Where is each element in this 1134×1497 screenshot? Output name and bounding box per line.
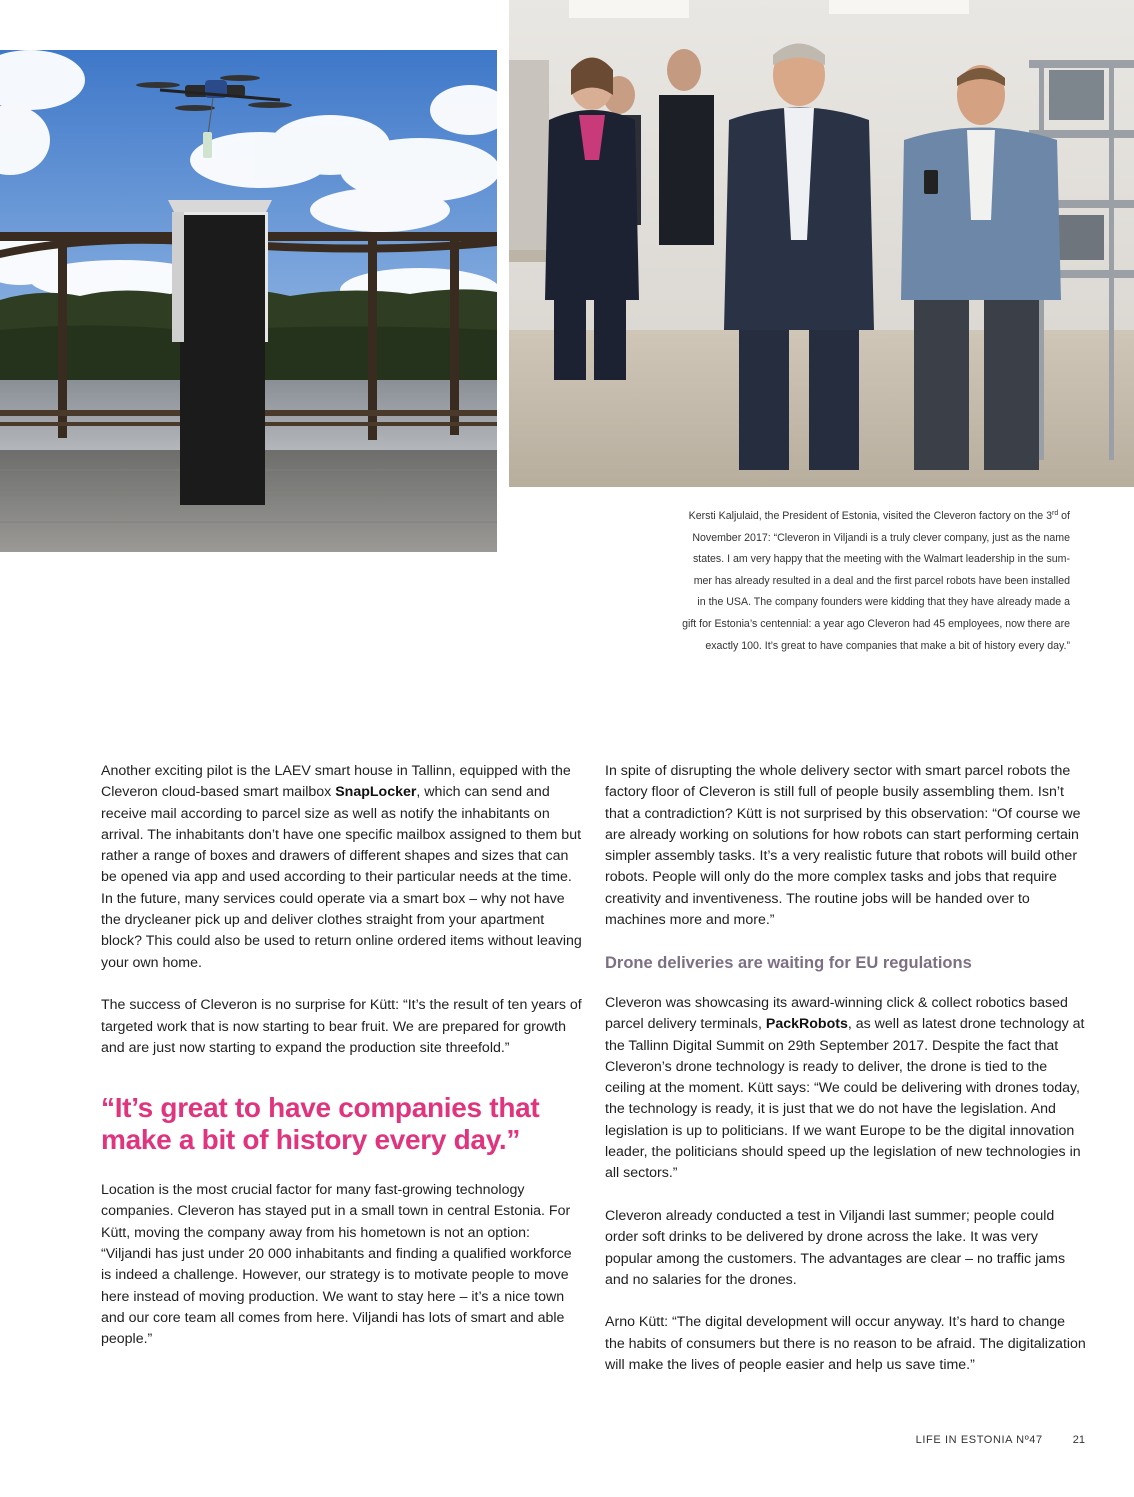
caption-line-3: states. I am very happy that the meeting with the Walmart leadership in the sum- <box>692 553 1070 566</box>
paragraph-location: Location is the most crucial factor for many fast-growing technology companies. Cleveron has stayed put in a small town in central Estonia. For Kütt, moving the company away from his hometown is not an option: “Viljandi has just under 20 000 inhabitants and finding a qualified workforce is indeed a challenge. However, our strategy is to motivate people to move here instead of moving production. We want to stay here – it’s a nice town and our core team all comes from here. Viljandi has lots of smart and able people.” <box>101 1182 572 1348</box>
caption-line-7: exactly 100. It’s great to have companies that make a bit of history every day.” <box>705 639 1070 652</box>
paragraph-laev-smart-house: Another exciting pilot is the LAEV smart house in Tallinn, equipped with the Cleveron cloud-based smart mailbox SnapLocker, which can send and receive mail according to parcel size as well as notify the inhabitants on arrival. The inhabitants don’t have one specific mailbox assigned to them but rather a range of boxes and drawers of different shapes and sizes that can be opened via app and used according to their particular needs at the time. In the future, many services could operate via a smart box – why not have the drycleaner pick up and deliver clothes straight from your apartment block? This could also be used to return online ordered items without leaving your own home. <box>101 763 582 971</box>
packrobots-term: PackRobots <box>765 1016 848 1033</box>
caption-line-2: November 2017: “Cleveron in Viljandi is a truly clever company, just as the name <box>692 531 1070 544</box>
publication-name: LIFE IN ESTONIA Nº47 <box>915 1434 1043 1446</box>
left-column <box>101 761 583 1372</box>
paragraph-viljandi-test: Cleveron already conducted a test in Viljandi last summer; people could order soft drinks to be delivered by drone across the lake. It was very popular among the customers. The advantages are clear – no traffic jams and no salaries for the drones. <box>605 1207 1066 1288</box>
paragraph-arno-kutt-quote: Arno Kütt: “The digital development will occur anyway. It’s hard to change the habits of consumers but there is no reason to be afraid. The digitalization will make the lives of people easier and help us save time.” <box>605 1314 1086 1374</box>
drone-mailbox-photo <box>0 50 497 552</box>
paragraph-packrobots: Cleveron was showcasing its award-winning click & collect robotics based parcel delivery terminals, PackRobots, as well as latest drone technology at the Tallinn Digital Summit on 29th September 2017. Despite the fact that Cleveron’s drone technology is ready to deliver, the drone is tied to the ceiling at the moment. Kütt says: “We could be delivering with drones today, the technology is ready, it is just that we do not have the legislation. And legislation is up to politicians. If we want Europe to be the digital innovation leader, the politicians should speed up the legislation of new technologies in all sectors.” <box>605 994 1085 1182</box>
section-subheading: Drone deliveries are waiting for EU regulations <box>605 953 972 972</box>
caption-line-6: gift for Estonia’s centennial: a year ago Cleveron had 45 employees, now there are <box>682 617 1070 630</box>
right-column <box>605 761 1087 1398</box>
paragraph-robots-building-robots: In spite of disrupting the whole delivery sector with smart parcel robots the factory floor of Cleveron is still full of people busily assembling them. Isn’t that a contradiction? Kütt is not surprised by this observation: “Of course we are already working on solutions for how robots can start performing certain simpler assembly tasks. It’s a very realistic future that robots will build other robots. People will only do the more complex tasks and jobs that require creativity and inventiveness. The routine jobs will be handed over to machines more and more.” <box>605 763 1081 929</box>
caption-line-4: mer has already resulted in a deal and the first parcel robots have been installed <box>693 574 1070 587</box>
factory-visit-photo <box>509 0 1134 487</box>
caption-line-5: in the USA. The company founders were kidding that they have already made a <box>697 596 1070 609</box>
paragraph-success: The success of Cleveron is no surprise for Kütt: “It’s the result of ten years of targeted work that is now starting to bear fruit. We are prepared for growth and are just now starting to expand the production site threefold.” <box>101 997 582 1056</box>
caption-superscript: rd <box>1051 510 1059 517</box>
pull-quote: “It’s great to have companies that make a bit of history every day.” <box>101 1092 540 1156</box>
photo-caption <box>610 506 1070 657</box>
caption-line-1: Kersti Kaljulaid, the President of Estonia, visited the Cleveron factory on the 3rd of <box>688 510 1070 522</box>
snaplocker-term: SnapLocker <box>335 784 417 801</box>
page-number: 21 <box>1072 1434 1085 1446</box>
page-footer <box>916 1434 1085 1446</box>
